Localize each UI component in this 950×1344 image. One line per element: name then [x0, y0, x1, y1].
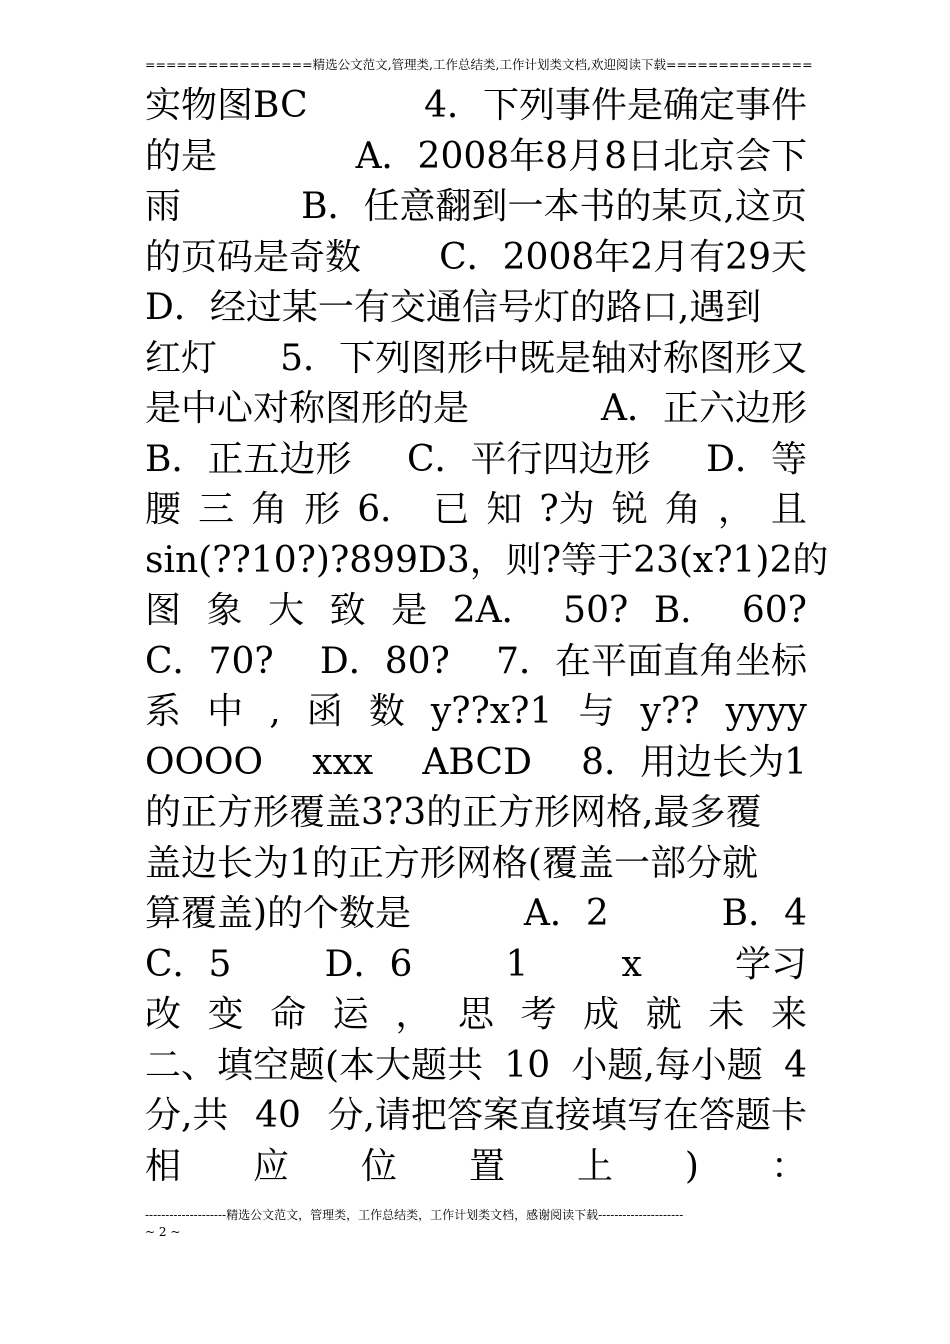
page-footer-banner: --------------------精选公文范文，管理类，工作总结类，工作计划类文档，感谢阅读下载--------------------- [145, 1208, 684, 1222]
text-segment: 6． [357, 489, 417, 530]
text-segment: ?为 [539, 489, 595, 530]
text-line [145, 182, 807, 233]
text-segment: 角 [251, 489, 288, 530]
text-segment: 系 [145, 691, 182, 732]
text-segment: A．正六边形 [601, 388, 807, 429]
text-line [145, 132, 807, 183]
text-segment: C．2008年2月有29天 [439, 236, 807, 278]
text-line [145, 283, 807, 334]
text-segment: 知 [486, 489, 523, 530]
text-line [145, 940, 807, 991]
text-segment: 2A． [452, 590, 538, 631]
text-segment: 来 [770, 994, 807, 1035]
text-segment: x [621, 943, 642, 985]
text-segment: 成 [583, 994, 620, 1035]
text-segment: D．6 [324, 943, 413, 985]
text-segment: B．任意翻到一本书的某页,这页 [301, 186, 807, 227]
text-segment: yyyy [725, 691, 807, 732]
text-segment: ， [717, 489, 754, 530]
text-segment: ， [395, 994, 432, 1035]
text-segment: 运 [332, 994, 369, 1035]
text-segment: 大 [268, 590, 305, 631]
text-line [145, 1091, 807, 1142]
text-segment: 命 [270, 994, 307, 1035]
text-segment: 锐 [611, 489, 648, 530]
text-line [145, 788, 807, 839]
text-segment: 是 [391, 590, 428, 631]
text-segment: D．等 [706, 438, 807, 480]
text-line [145, 738, 807, 789]
text-segment: OOOO [145, 741, 264, 783]
text-segment: 7．在平面直角坐标 [496, 640, 807, 682]
text-segment: 位 [360, 1145, 397, 1187]
text-segment: 图 [145, 590, 182, 631]
text-segment: sin(??10?)?899D3，则?等于 [145, 539, 634, 581]
text-segment: B． [653, 590, 717, 631]
text-segment: C．70? [145, 640, 274, 682]
text-segment: 算覆盖)的个数是 [145, 893, 412, 934]
text-segment: 雨 [145, 186, 182, 227]
text-segment: 已 [433, 489, 470, 530]
text-segment: 思 [457, 994, 494, 1035]
text-segment: B．正五边形 [145, 438, 352, 480]
text-line [145, 586, 807, 637]
text-segment: 的是 [145, 135, 218, 177]
text-segment: , [269, 691, 281, 732]
text-segment: B．4 [721, 893, 807, 934]
page-number: ~ 2 ~ [145, 1225, 181, 1239]
text-line [145, 485, 807, 536]
text-segment: 的页码是奇数 [145, 236, 362, 278]
text-segment: 变 [207, 994, 244, 1035]
text-segment: 致 [329, 590, 366, 631]
text-segment: A．2008年8月8日北京会下 [355, 135, 807, 177]
text-segment: 的 [792, 539, 829, 581]
text-line [145, 536, 829, 587]
text-segment: 上 [576, 1145, 613, 1187]
text-segment: 数 [368, 691, 405, 732]
text-segment: ) [684, 1145, 699, 1187]
text-segment: 是中心对称图形的是 [145, 388, 470, 429]
text-segment: 23(x?1)2 [633, 539, 793, 581]
text-segment: 分,共 [145, 1095, 229, 1136]
text-segment: 形 [304, 489, 341, 530]
text-line [145, 1142, 807, 1193]
text-line [145, 233, 807, 284]
text-segment: C．5 [145, 943, 232, 985]
text-segment: 盖边长为1的正方形网格(覆盖一部分就 [145, 842, 758, 884]
text-segment: 未 [708, 994, 745, 1035]
text-segment: xxx [312, 741, 374, 783]
text-segment: 4 [784, 1044, 807, 1086]
text-segment: 就 [645, 994, 682, 1035]
text-segment: y??x?1 [430, 691, 553, 732]
text-segment: 函 [306, 691, 343, 732]
text-line [145, 637, 807, 688]
text-segment: 5．下列图形中既是轴对称图形又 [280, 337, 807, 379]
text-segment: 实物图BC [145, 85, 308, 126]
text-segment: 考 [520, 994, 557, 1035]
text-segment: 8．用边长为1 [581, 741, 807, 783]
text-segment: 二、填空题(本大题共 [145, 1044, 484, 1086]
text-segment: 小题,每小题 [571, 1044, 763, 1086]
text-segment: ABCD [422, 741, 532, 783]
text-line [145, 81, 807, 132]
text-segment: y?? [640, 691, 700, 732]
text-line [145, 334, 807, 385]
text-segment: D．经过某一有交通信号灯的路口,遇到 [145, 287, 762, 328]
text-segment: 1 [505, 943, 529, 985]
text-segment: 4．下列事件是确定事件 [424, 85, 807, 126]
text-segment: 应 [252, 1145, 289, 1187]
text-segment: 中 [207, 691, 244, 732]
text-segment: 腰 [145, 489, 182, 530]
text-segment: 象 [206, 590, 243, 631]
text-segment: 且 [770, 489, 807, 530]
text-line [145, 889, 807, 940]
text-line [145, 384, 807, 435]
text-segment: 学习 [734, 943, 807, 985]
text-segment: 角 [664, 489, 701, 530]
text-segment: 10 [504, 1044, 551, 1086]
document-body [145, 81, 829, 1192]
text-segment: 50? [563, 590, 629, 631]
text-line [145, 990, 807, 1041]
text-line [145, 839, 807, 890]
text-segment: 改 [145, 994, 182, 1035]
text-segment: 三 [198, 489, 235, 530]
text-segment: 置 [468, 1145, 505, 1187]
text-segment: 的正方形覆盖3?3的正方形网格,最多覆 [145, 792, 762, 833]
text-line [145, 687, 807, 738]
text-segment: 40 [255, 1095, 301, 1136]
text-segment: 60? [741, 590, 807, 631]
text-segment: C．平行四边形 [407, 438, 651, 480]
text-segment: 与 [578, 691, 615, 732]
text-segment: ： [770, 1145, 807, 1187]
text-segment: A．2 [523, 893, 609, 934]
page-header-banner: ================精选公文范文,管理类,工作总结类,工作计划类文档,欢迎阅读下载============== [145, 57, 813, 72]
text-segment: 红灯 [145, 337, 218, 379]
text-line [145, 1041, 807, 1092]
text-segment: 分,请把答案直接填写在答题卡 [327, 1095, 807, 1136]
text-segment: 相 [145, 1145, 182, 1187]
text-line [145, 435, 807, 486]
text-segment: D．80? [319, 640, 450, 682]
